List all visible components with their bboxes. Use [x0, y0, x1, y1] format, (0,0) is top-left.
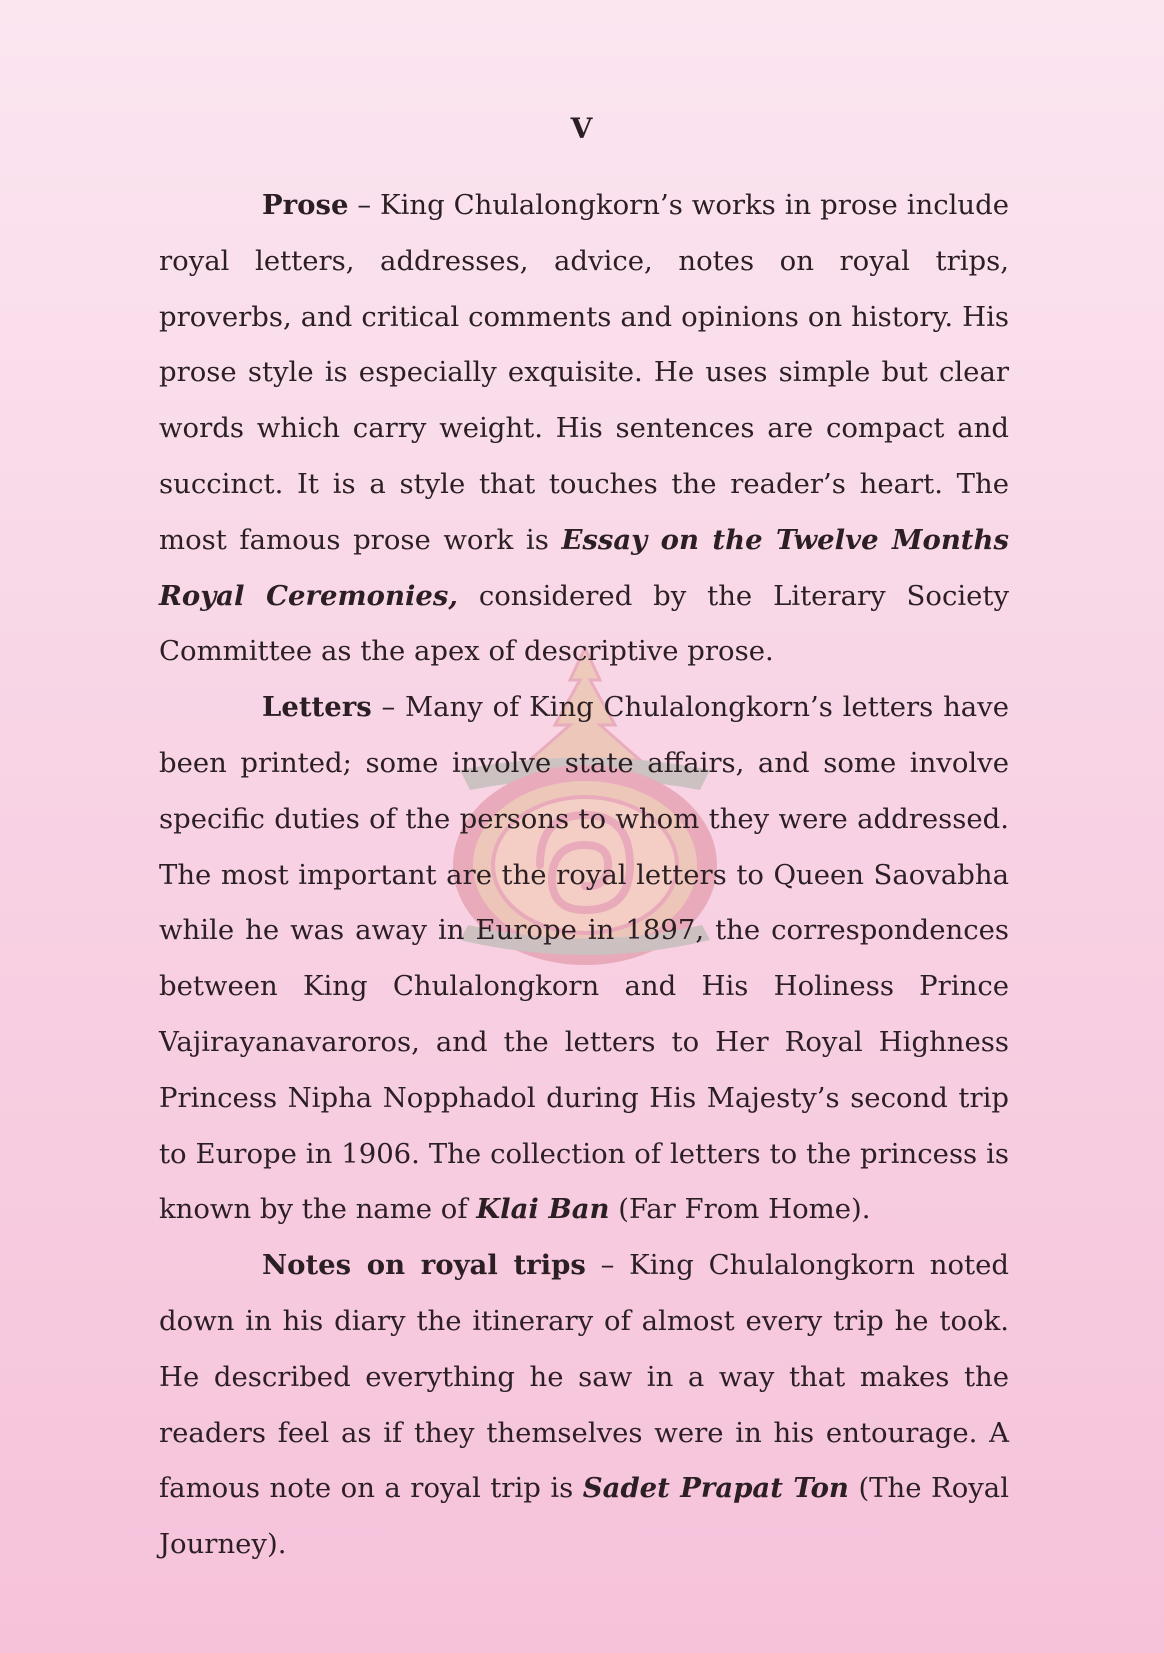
paragraph-text: – Many of King Chulalongkorn’s letters have been printed; some involve state affairs, and some involve specific duties of the persons to whom they were addressed. The most important are the royal letters to Queen Saovabha while he was away in Europe in 1897, the correspondences between King Chulalongkorn and His Holiness Prince Vajirayanavaroros, and the letters to Her Royal Highness Princess Nipha Nopphadol during His Majesty’s second trip to Europe in 1906. The collection of letters to the princess is known by the name of [159, 691, 1009, 1226]
paragraph-text: considered by the Literary Society Committee as the apex of descriptive prose. [159, 579, 1009, 668]
page-number: V [570, 112, 594, 145]
paragraph-text: (Far From Home). [609, 1193, 871, 1226]
work-title: Essay on the Twelve Months Royal Ceremonies, [159, 523, 1009, 612]
paragraph-lead-notes: Notes on royal trips [262, 1249, 586, 1282]
paragraph-text: – King Chulalongkorn noted down in his diary the itinerary of almost every trip he took. He described everything he saw in a way that makes the readers feel as if they themselves were in his entourage. A famous note on a royal trip is [159, 1249, 1009, 1505]
work-title: Sadet Prapat Ton [582, 1472, 849, 1505]
paragraph-prose [159, 178, 1009, 680]
paragraph-text: – King Chulalongkorn’s works in prose include royal letters, addresses, advice, notes on royal trips, proverbs, and critical comments and opinions on history. His prose style is especially exquisite. He uses simple but clear words which carry weight. His sentences are compact and succinct. It is a style that touches the reader’s heart. The most famous prose work is [159, 189, 1009, 556]
document-body [159, 178, 1009, 1573]
paragraph-text: (The Royal Journey). [159, 1472, 1009, 1561]
paragraph-lead-letters: Letters [262, 691, 372, 724]
paragraph-letters [159, 680, 1009, 1238]
paragraph-notes [159, 1238, 1009, 1573]
work-title: Klai Ban [476, 1193, 610, 1226]
paragraph-lead-prose: Prose [262, 189, 349, 221]
